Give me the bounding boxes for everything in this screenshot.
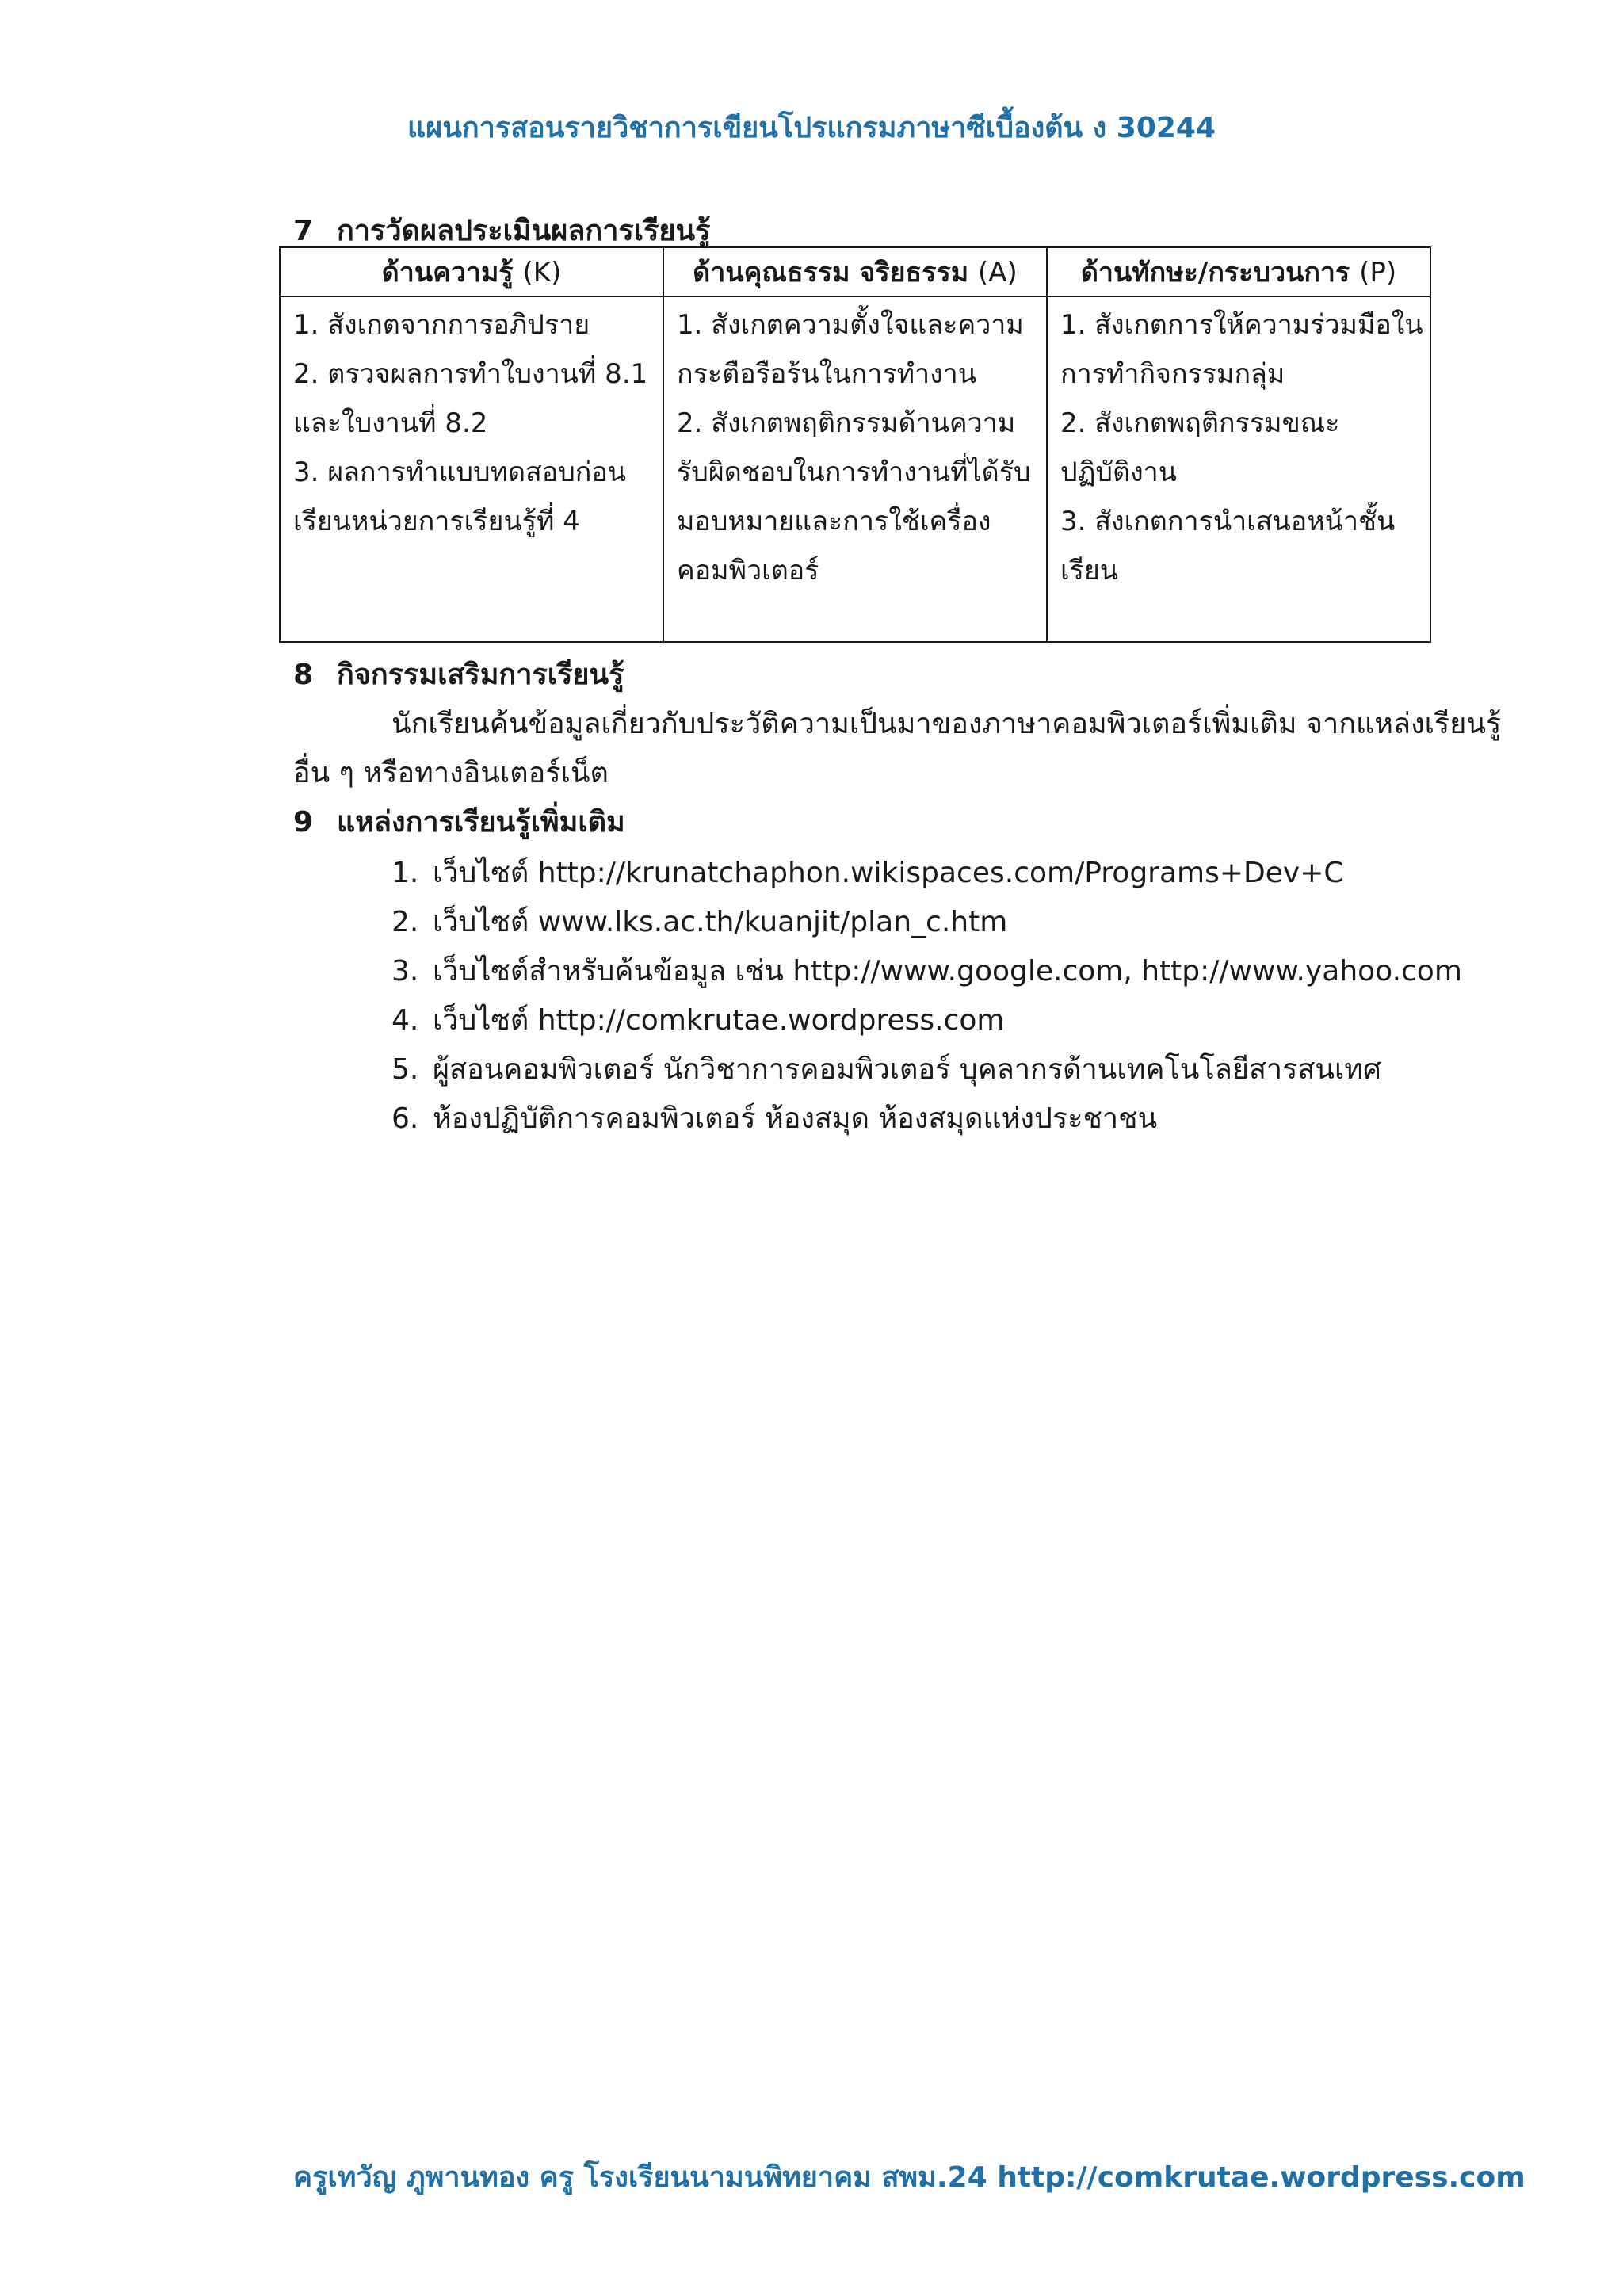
cell-line: คอมพิวเตอร์ [677,555,819,586]
cell-line: ปฏิบัติงาน [1060,457,1178,488]
cell-line: 1. สังเกตการให้ความร่วมมือใน [1060,309,1423,341]
cell-line: การทำกิจกรรมกลุ่ม [1060,358,1285,390]
resource-item: 1. เว็บไซต์ http://krunatchaphon.wikispaces.com/Programs+Dev+C [391,857,1344,889]
section-7-number: 7 [293,215,314,247]
header-process: ด้านทักษะ/กระบวนการ (P) [1047,247,1430,296]
section-8-paragraph-line-2: อื่น ๆ หรือทางอินเตอร์เน็ต [293,757,609,789]
resource-item: 2. เว็บไซต์ www.lks.ac.th/kuanjit/plan_c.htm [391,906,1008,938]
page-header-title: แผนการสอนรายวิชาการเขียนโปรแกรมภาษาซีเบื้องต้น ง 30244 [407,112,1216,144]
cell-line: เรียนหน่วยการเรียนรู้ที่ 4 [293,506,580,537]
section-8-paragraph-line-1: นักเรียนค้นข้อมูลเกี่ยวกับประวัติความเป็นมาของภาษาคอมพิวเตอร์เพิ่มเติม จากแหล่งเรียนรู้ [391,708,1502,740]
cell-line: กระตือรือร้นในการทำงาน [677,358,977,390]
section-8-title: กิจกรรมเสริมการเรียนรู้ [337,659,624,691]
cell-line: รับผิดชอบในการทำงานที่ได้รับ [677,457,1031,488]
evaluation-table [279,246,1431,643]
resource-item: 5. ผู้สอนคอมพิวเตอร์ นักวิชาการคอมพิวเตอร์ บุคลากรด้านเทคโนโลยีสารสนเทศ [391,1053,1381,1086]
cell-line: 2. ตรวจผลการทำใบงานที่ 8.1 [293,358,648,390]
section-9-heading [293,799,625,844]
resource-item: 6. ห้องปฏิบัติการคอมพิวเตอร์ ห้องสมุด ห้องสมุดแห่งประชาชน [391,1102,1158,1135]
page-footer: ครูเทวัญ ภูพานทอง ครู โรงเรียนนามนพิทยาคม สพม.24 http://comkrutae.wordpress.com [293,2161,1526,2194]
cell-line: 1. สังเกตจากการอภิปราย [293,309,590,341]
knowledge-cell [280,296,663,642]
section-8-number: 8 [293,659,314,691]
attitude-cell [663,296,1047,642]
resource-item: 3. เว็บไซต์สำหรับค้นข้อมูล เช่น http://www.google.com, http://www.yahoo.com [391,955,1462,988]
cell-line: เรียน [1060,555,1119,586]
section-8-heading [293,651,624,697]
cell-line: 2. สังเกตพฤติกรรมด้านความ [677,407,1016,439]
section-9-title: แหล่งการเรียนรู้เพิ่มเติม [337,806,625,839]
header-knowledge: ด้านความรู้ (K) [280,247,663,296]
header-attitude: ด้านคุณธรรม จริยธรรม (A) [663,247,1047,296]
cell-line: และใบงานที่ 8.2 [293,407,488,439]
cell-line: 2. สังเกตพฤติกรรมขณะ [1060,407,1340,439]
cell-line: 3. ผลการทำแบบทดสอบก่อน [293,457,627,488]
section-9-number: 9 [293,806,314,839]
section-7-title: การวัดผลประเมินผลการเรียนรู้ [337,215,711,247]
cell-line: 3. สังเกตการนำเสนอหน้าชั้น [1060,506,1396,537]
cell-line: 1. สังเกตความตั้งใจและความ [677,309,1024,341]
process-cell [1047,296,1430,642]
evaluation-table-body-row [280,296,1430,642]
cell-line: มอบหมายและการใช้เครื่อง [677,506,991,537]
evaluation-table-header-row [280,247,1430,296]
resource-item: 4. เว็บไซต์ http://comkrutae.wordpress.com [391,1004,1005,1037]
